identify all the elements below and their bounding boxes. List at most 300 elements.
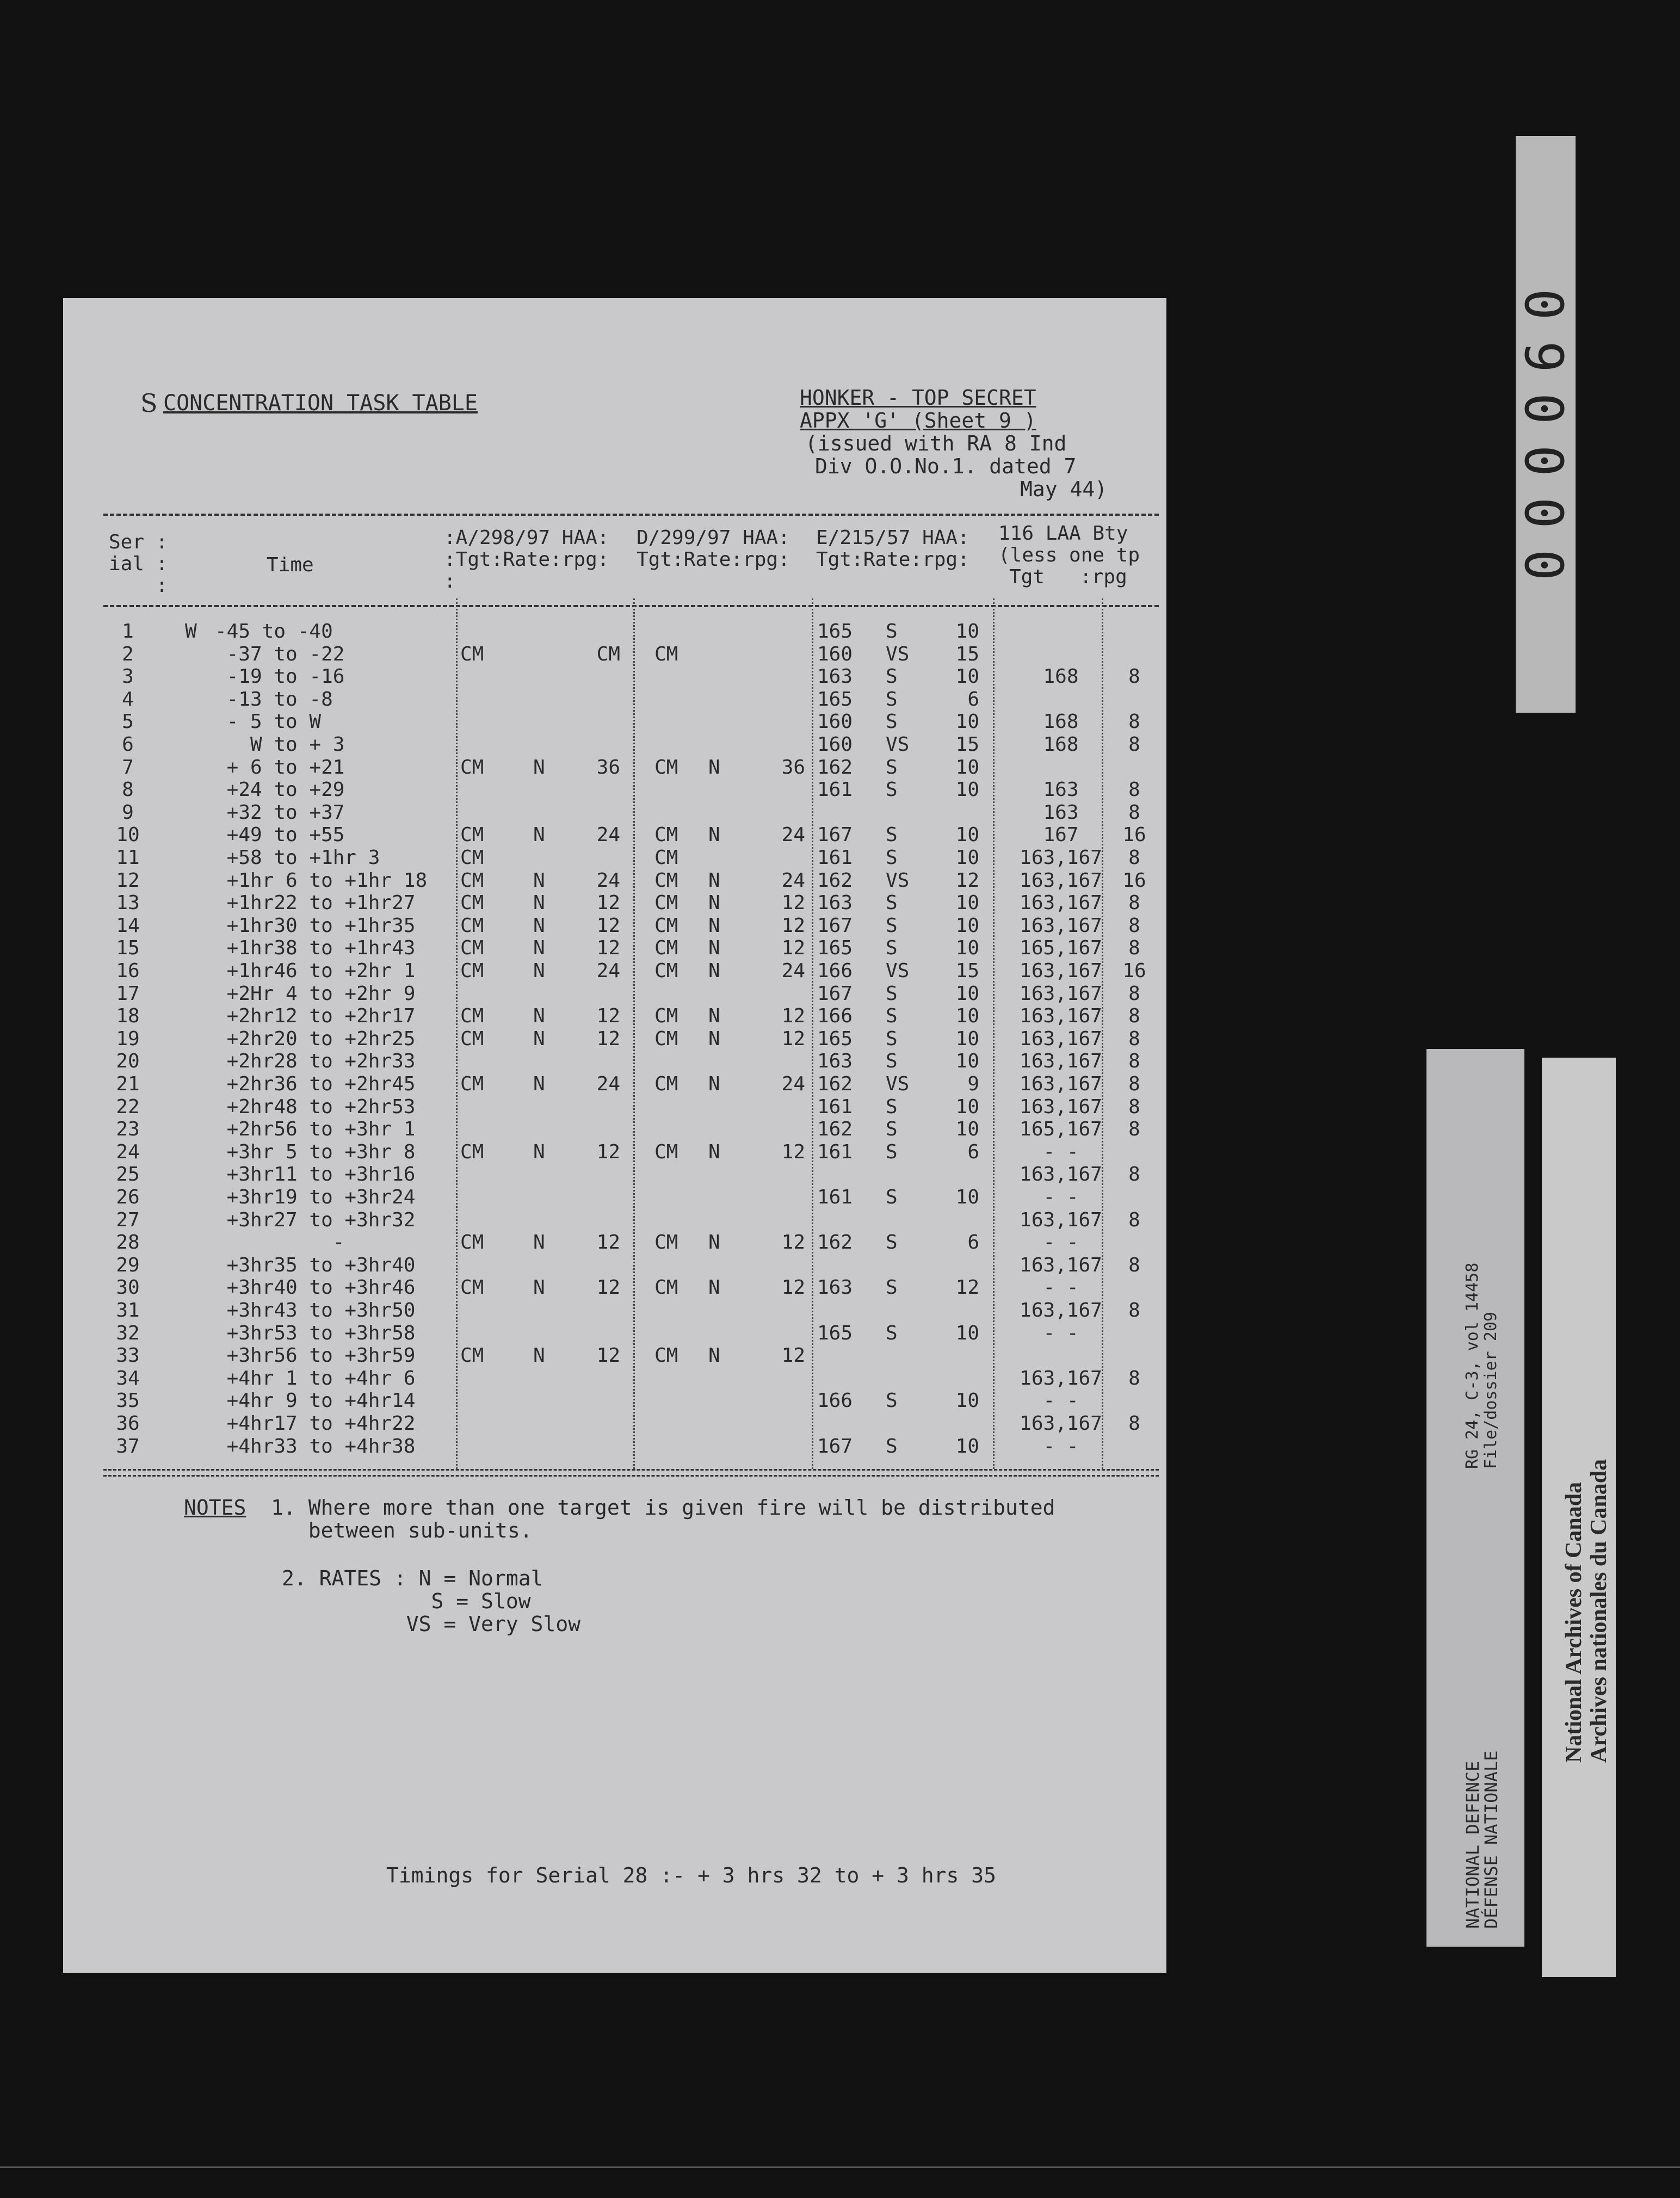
a-tgt-cell: CM (460, 1231, 484, 1254)
e-rate-cell: S (886, 982, 898, 1005)
e-tgt-cell: 163 (817, 1276, 853, 1299)
laa-tgt-cell: - - (1043, 1390, 1079, 1412)
laa-tgt-cell: 167 (1043, 824, 1079, 847)
serial-header-1: Ser : (109, 531, 168, 553)
e-tgt-cell: 166 (817, 960, 853, 982)
time-cell: +4hr33 to +4hr38 (215, 1435, 416, 1458)
time-cell: +2hr28 to +2hr33 (215, 1050, 416, 1073)
d-rate-cell: N (708, 1231, 720, 1254)
laa-tgt-cell: 163,167 (1020, 982, 1102, 1005)
serial-cell: 25 (116, 1163, 140, 1186)
e-rate-cell: S (886, 847, 898, 869)
e-rpg-cell: 10 (955, 1390, 979, 1412)
e-rpg-cell: 10 (955, 756, 979, 779)
e-tgt-cell: 160 (817, 711, 853, 733)
e-tgt-cell: 160 (817, 643, 853, 665)
serial-cell: 7 (122, 756, 134, 779)
time-cell: +3hr40 to +3hr46 (215, 1276, 416, 1299)
e-rpg-cell: 9 (967, 1073, 979, 1095)
laa-rpg-cell: 8 (1128, 1027, 1140, 1050)
e-rate-cell: S (886, 1027, 898, 1050)
e-tgt-cell: 163 (817, 1050, 853, 1073)
rate-very-slow: VS = Very Slow (406, 1612, 581, 1636)
d-tgt-cell: CM (654, 937, 678, 960)
laa-tgt-cell: 163,167 (1020, 1163, 1102, 1186)
laa-rpg-cell: 8 (1128, 665, 1140, 688)
e-rate-cell: S (886, 937, 898, 960)
serial-cell: 30 (116, 1276, 140, 1299)
laa-tgt-cell: 163,167 (1020, 892, 1102, 915)
d-tgt-cell: CM (654, 1073, 678, 1095)
serial-cell: 23 (116, 1118, 140, 1141)
serial-cell: 17 (116, 982, 140, 1005)
time-cell: +4hr17 to +4hr22 (215, 1412, 416, 1435)
time-cell: +2hr48 to +2hr53 (215, 1095, 416, 1118)
a-tgt-cell: CM (460, 1344, 484, 1367)
time-cell: +58 to +1hr 3 (215, 847, 380, 869)
a-rpg-cell: 12 (596, 1276, 620, 1299)
e-tgt-cell: 163 (817, 665, 853, 688)
e-rate-cell: VS (886, 869, 910, 892)
a-rpg-cell: 12 (596, 914, 620, 937)
d-tgt-cell: CM (654, 1276, 678, 1299)
laa-rpg-cell: 8 (1128, 1118, 1140, 1141)
laa-tgt-cell: - - (1043, 1322, 1079, 1344)
a-tgt-cell: CM (460, 643, 484, 665)
table-row (0, 801, 1680, 824)
time-cell: +2Hr 4 to +2hr 9 (215, 982, 416, 1005)
e-rate-cell: VS (886, 643, 910, 665)
d-rpg-cell: 12 (781, 892, 805, 915)
serial-header-3: : (109, 575, 168, 597)
e-tgt-cell: 161 (817, 1095, 853, 1118)
serial-cell: 10 (116, 824, 140, 847)
table-row (0, 688, 1680, 711)
d-rpg-cell: 12 (781, 914, 805, 937)
archive-name (1561, 1459, 1611, 1763)
laa-tgt-cell: 163,167 (1020, 1095, 1102, 1118)
appendix: APPX 'G' (Sheet 9 ) (800, 409, 1036, 433)
issued-line-2: Div O.O.No.1. dated 7 (815, 454, 1077, 478)
e-tgt-cell: 162 (817, 1073, 853, 1095)
laa-tgt-cell: - - (1043, 1140, 1079, 1163)
e-tgt-cell: 165 (817, 937, 853, 960)
a-rpg-cell: CM (596, 643, 620, 665)
d-tgt-cell: CM (654, 1005, 678, 1028)
a-rate-cell: N (533, 756, 545, 779)
serial-cell: 2 (122, 643, 134, 665)
time-cell: -13 to -8 (215, 688, 333, 711)
a-rate-cell: N (533, 824, 545, 847)
serial-cell: 26 (116, 1186, 140, 1208)
serial-cell: 37 (116, 1435, 140, 1458)
e-rate-cell: S (886, 1186, 898, 1208)
e-rpg-cell: 10 (955, 982, 979, 1005)
d-rate-cell: N (708, 1344, 720, 1367)
bottom-double-rule (103, 1469, 1159, 1477)
e-rate-cell: S (886, 779, 898, 801)
a-rate-cell: N (533, 1073, 545, 1095)
serial-cell: 21 (116, 1073, 140, 1095)
time-cell: +1hr46 to +2hr 1 (215, 960, 416, 982)
laa-rpg-cell: 8 (1128, 801, 1140, 824)
serial-cell: 4 (122, 688, 134, 711)
table-row (0, 847, 1680, 869)
serial-cell: 1 (122, 620, 134, 643)
a-rpg-cell: 12 (596, 1344, 620, 1367)
e-tgt-cell: 162 (817, 1118, 853, 1141)
note-1-line-1: 1. Where more than one target is given fire will be distributed (271, 1496, 1055, 1520)
e-rate-cell: S (886, 824, 898, 847)
note-1-line-2: between sub-units. (271, 1518, 533, 1542)
laa-tgt-cell: 163 (1043, 779, 1079, 801)
laa-rpg-cell: 16 (1122, 960, 1146, 982)
d-rpg-cell: 12 (781, 1027, 805, 1050)
d-rpg-cell: 12 (781, 937, 805, 960)
laa-rpg-cell: 8 (1128, 1005, 1140, 1028)
time-cell: +3hr35 to +3hr40 (215, 1254, 416, 1276)
laa-tgt-cell: 163,167 (1020, 1050, 1102, 1073)
e-rpg-cell: 10 (955, 914, 979, 937)
laa-rpg-cell: 8 (1128, 1208, 1140, 1231)
table-row (0, 915, 1680, 937)
table-row (0, 620, 1680, 643)
e-rpg-cell: 15 (955, 643, 979, 665)
serial-cell: 20 (116, 1050, 140, 1073)
e-rate-cell: VS (886, 733, 910, 756)
e-rate-cell: S (886, 756, 898, 779)
time-cell: +1hr22 to +1hr27 (215, 892, 416, 915)
laa-tgt-cell: - - (1043, 1186, 1079, 1208)
a-rpg-cell: 12 (596, 937, 620, 960)
time-cell: +1hr 6 to +1hr 18 (215, 869, 428, 892)
a-rpg-cell: 12 (596, 1027, 620, 1050)
archive-name-en: National Archives of Canada (1561, 1481, 1586, 1763)
d-rpg-cell: 36 (781, 756, 805, 779)
time-cell: +3hr 5 to +3hr 8 (215, 1140, 416, 1163)
e-rpg-cell: 6 (967, 688, 979, 711)
serial-cell: 13 (116, 892, 140, 915)
e-rpg-cell: 10 (955, 1095, 979, 1118)
e-rpg-cell: 6 (967, 1231, 979, 1254)
table-row (0, 869, 1680, 892)
rate-normal: N = Normal (418, 1566, 543, 1590)
laa-rpg-cell: 8 (1128, 847, 1140, 869)
time-cell: W to + 3 (215, 733, 345, 756)
e-rate-cell: S (886, 1140, 898, 1163)
a-rpg-cell: 24 (596, 960, 620, 982)
film-edge-line (0, 2166, 1680, 2168)
e-rpg-cell: 10 (955, 1435, 979, 1458)
e-tgt-cell: 161 (817, 1186, 853, 1208)
rate-slow: S = Slow (431, 1589, 531, 1613)
serial-cell: 22 (116, 1095, 140, 1118)
e-rpg-cell: 10 (955, 1186, 979, 1208)
e-tgt-cell: 161 (817, 779, 853, 801)
w-mark-cell: W (185, 620, 197, 643)
d-cols-header: Tgt:Rate:rpg: (637, 548, 790, 571)
timings-serial-28: Timings for Serial 28 :- + 3 hrs 32 to + 3 hrs 35 (386, 1863, 997, 1887)
e-rate-cell: VS (886, 960, 910, 982)
laa-rpg-cell: 8 (1128, 1163, 1140, 1186)
e-rate-cell: S (886, 1435, 898, 1458)
a-rate-cell: N (533, 1005, 545, 1028)
e-rpg-cell: 10 (955, 1050, 979, 1073)
department-en: NATIONAL DEFENCE (1462, 1761, 1483, 1929)
e-tgt-cell: 165 (817, 1027, 853, 1050)
serial-header-2: ial : (109, 553, 168, 575)
time-cell: +3hr27 to +3hr32 (215, 1208, 416, 1231)
time-cell: +3hr19 to +3hr24 (215, 1186, 416, 1208)
document-title: CONCENTRATION TASK TABLE (163, 391, 478, 416)
serial-cell: 24 (116, 1140, 140, 1163)
d-tgt-cell: CM (654, 1231, 678, 1254)
a-tgt-cell: CM (460, 847, 484, 869)
rates-block (282, 1567, 580, 1635)
e-tgt-cell: 165 (817, 1322, 853, 1344)
laa-tgt-cell: - - (1043, 1231, 1079, 1254)
laa-rpg-cell: 8 (1128, 982, 1140, 1005)
notes-label: NOTES (184, 1496, 246, 1520)
laa-tgt-cell: 163,167 (1020, 1208, 1102, 1231)
a-rate-cell: N (533, 1027, 545, 1050)
department-fr: DÉFENSE NATIONALE (1481, 1750, 1502, 1929)
e-rpg-cell: 6 (967, 1140, 979, 1163)
e-rate-cell: VS (886, 1073, 910, 1095)
a-rpg-cell: 24 (596, 869, 620, 892)
a-rate-cell: N (533, 1231, 545, 1254)
table-row (0, 779, 1680, 801)
e-tgt-cell: 167 (817, 1435, 853, 1458)
time-cell: + 6 to +21 (215, 756, 345, 779)
d-rpg-cell: 12 (781, 1276, 805, 1299)
a-tgt-cell: CM (460, 869, 484, 892)
laa-rpg-cell: 16 (1122, 824, 1146, 847)
issued-line-1: (issued with RA 8 Ind (805, 431, 1067, 455)
time-cell: -45 to -40 (215, 620, 333, 643)
laa-tgt-cell: - - (1043, 1435, 1079, 1458)
laa-tgt-cell: 163,167 (1020, 1073, 1102, 1095)
table-row (0, 960, 1680, 982)
a-rpg-cell: 24 (596, 824, 620, 847)
d-rate-cell: N (708, 914, 720, 937)
laa-tgt-cell: 165,167 (1020, 1118, 1102, 1141)
archive-reference (1463, 1263, 1500, 1469)
reference-line-1: RG 24, C-3, vol 14458 (1463, 1262, 1482, 1469)
time-cell: -37 to -22 (215, 643, 345, 665)
a-tgt-cell: CM (460, 824, 484, 847)
time-cell: +3hr56 to +3hr59 (215, 1344, 416, 1367)
serial-cell: 16 (116, 960, 140, 982)
classification: HONKER - TOP SECRET (800, 386, 1036, 410)
e-rate-cell: S (886, 914, 898, 937)
serial-cell: 18 (116, 1005, 140, 1028)
time-cell: +24 to +29 (215, 779, 345, 801)
a-rate-cell: N (533, 937, 545, 960)
e-rpg-cell: 10 (955, 620, 979, 643)
laa-tgt-cell: 163,167 (1020, 1367, 1102, 1390)
e-rate-cell: S (886, 1005, 898, 1028)
d-rate-cell: N (708, 1027, 720, 1050)
note-2-label: 2. RATES : (282, 1566, 406, 1590)
e-rate-cell: S (886, 1390, 898, 1412)
d-rpg-cell: 12 (781, 1344, 805, 1367)
d-rate-cell: N (708, 960, 720, 982)
a-rpg-cell: 12 (596, 1231, 620, 1254)
a-rpg-cell: 12 (596, 892, 620, 915)
e-rpg-cell: 10 (955, 1118, 979, 1141)
laa-tgt-cell: - - (1043, 1276, 1079, 1299)
e-rpg-cell: 10 (955, 892, 979, 915)
serial-cell: 33 (116, 1344, 140, 1367)
header-rule (103, 605, 1159, 607)
e-tgt-cell: 167 (817, 914, 853, 937)
laa-rpg-cell: 8 (1128, 1299, 1140, 1322)
e-tgt-cell: 161 (817, 1140, 853, 1163)
e-rpg-cell: 10 (955, 847, 979, 869)
a-cols-header: :Tgt:Rate:rpg: (444, 548, 609, 571)
laa-tgt-cell: 163,167 (1020, 1027, 1102, 1050)
e-rpg-cell: 10 (955, 665, 979, 688)
e-rate-cell: S (886, 665, 898, 688)
d-rpg-cell: 24 (781, 824, 805, 847)
table-row (0, 892, 1680, 914)
laa-rpg-cell: 8 (1128, 892, 1140, 915)
laa-tgt-cell: 163,167 (1020, 1412, 1102, 1435)
e-rpg-cell: 10 (955, 937, 979, 960)
d-rate-cell: N (708, 892, 720, 915)
table-row (0, 1028, 1680, 1050)
d-tgt-cell: CM (654, 643, 678, 665)
a-rpg-cell: 36 (596, 756, 620, 779)
a-rate-cell: N (533, 914, 545, 937)
a-tgt-cell: CM (460, 914, 484, 937)
e-tgt-cell: 160 (817, 733, 853, 756)
e-rpg-cell: 10 (955, 779, 979, 801)
table-row (0, 983, 1680, 1005)
e-rate-cell: S (886, 1095, 898, 1118)
serial-cell: 28 (116, 1231, 140, 1254)
time-cell: +2hr56 to +3hr 1 (215, 1118, 416, 1141)
laa-rpg-cell: 8 (1128, 1254, 1140, 1276)
time-cell: - (215, 1231, 345, 1254)
serial-cell: 3 (122, 665, 134, 688)
d-tgt-cell: CM (654, 847, 678, 869)
archive-name-fr: Archives nationales du Canada (1586, 1459, 1611, 1763)
a-tgt-cell: CM (460, 1027, 484, 1050)
d-rate-cell: N (708, 937, 720, 960)
e-rate-cell: S (886, 1322, 898, 1344)
a-rpg-cell: 12 (596, 1140, 620, 1163)
time-cell: +3hr43 to +3hr50 (215, 1299, 416, 1322)
table-row (0, 756, 1680, 779)
time-header: Time (267, 554, 314, 576)
a-tgt-cell: CM (460, 756, 484, 779)
d-rate-cell: N (708, 824, 720, 847)
serial-cell: 19 (116, 1027, 140, 1050)
serial-cell: 11 (116, 847, 140, 869)
a-rate-cell: N (533, 1344, 545, 1367)
laa-rpg-cell: 8 (1128, 733, 1140, 756)
laa-rpg-cell: 8 (1128, 1050, 1140, 1073)
e-cols-header: Tgt:Rate:rpg: (816, 548, 969, 571)
time-cell: +49 to +55 (215, 824, 345, 847)
e-tgt-cell: 167 (817, 824, 853, 847)
laa-tgt-cell: 168 (1043, 711, 1079, 733)
e-tgt-cell: 162 (817, 756, 853, 779)
d-rate-cell: N (708, 1276, 720, 1299)
e-unit-header: E/215/57 HAA: (816, 527, 969, 549)
laa-rpg-cell: 16 (1122, 869, 1146, 892)
a-tgt-cell: CM (460, 937, 484, 960)
archive-department (1463, 1750, 1500, 1929)
d-tgt-cell: CM (654, 960, 678, 982)
a-rate-cell: N (533, 892, 545, 915)
serial-cell: 6 (122, 733, 134, 756)
table-row (0, 937, 1680, 959)
a-tgt-cell: CM (460, 1276, 484, 1299)
a-rate-cell: N (533, 1276, 545, 1299)
laa-tgt-cell: 168 (1043, 665, 1079, 688)
d-rpg-cell: 24 (781, 960, 805, 982)
d-tgt-cell: CM (654, 756, 678, 779)
a-tgt-cell: CM (460, 1140, 484, 1163)
laa-tgt-cell: 163 (1043, 801, 1079, 824)
d-rpg-cell: 24 (781, 1073, 805, 1095)
e-tgt-cell: 162 (817, 1231, 853, 1254)
table-row (0, 824, 1680, 846)
laa-unit-header: 116 LAA Bty (998, 522, 1128, 545)
time-cell: +1hr38 to +1hr43 (215, 937, 416, 960)
d-tgt-cell: CM (654, 1344, 678, 1367)
time-cell: -19 to -16 (215, 665, 345, 688)
laa-rpg-cell: 8 (1128, 1073, 1140, 1095)
laa-sub-header: (less one tp (998, 544, 1140, 566)
a-rate-cell: N (533, 960, 545, 982)
e-rpg-cell: 15 (955, 733, 979, 756)
a-rpg-cell: 24 (596, 1073, 620, 1095)
a-rate-cell: N (533, 1140, 545, 1163)
d-rpg-cell: 12 (781, 1005, 805, 1028)
a-rate-cell: N (533, 869, 545, 892)
laa-tgt-cell: 163,167 (1020, 847, 1102, 869)
e-tgt-cell: 162 (817, 869, 853, 892)
laa-rpg-cell: 8 (1128, 914, 1140, 937)
e-rate-cell: S (886, 1118, 898, 1141)
e-tgt-cell: 165 (817, 620, 853, 643)
d-tgt-cell: CM (654, 1027, 678, 1050)
laa-tgt-cell: 165,167 (1020, 937, 1102, 960)
a-rpg-cell: 12 (596, 1005, 620, 1028)
a-tgt-cell: CM (460, 1073, 484, 1095)
d-rate-cell: N (708, 1140, 720, 1163)
d-rpg-cell: 12 (781, 1140, 805, 1163)
e-rate-cell: S (886, 711, 898, 733)
d-tgt-cell: CM (654, 892, 678, 915)
e-rate-cell: S (886, 688, 898, 711)
d-unit-header: D/299/97 HAA: (637, 527, 790, 549)
d-tgt-cell: CM (654, 824, 678, 847)
serial-cell: 32 (116, 1322, 140, 1344)
laa-tgt-cell: 163,167 (1020, 914, 1102, 937)
laa-rpg-cell: 8 (1128, 1095, 1140, 1118)
e-rpg-cell: 10 (955, 1027, 979, 1050)
d-rate-cell: N (708, 1073, 720, 1095)
document-header-block (800, 386, 1107, 501)
serial-cell: 34 (116, 1367, 140, 1390)
e-rate-cell: S (886, 1231, 898, 1254)
e-rpg-cell: 10 (955, 1322, 979, 1344)
